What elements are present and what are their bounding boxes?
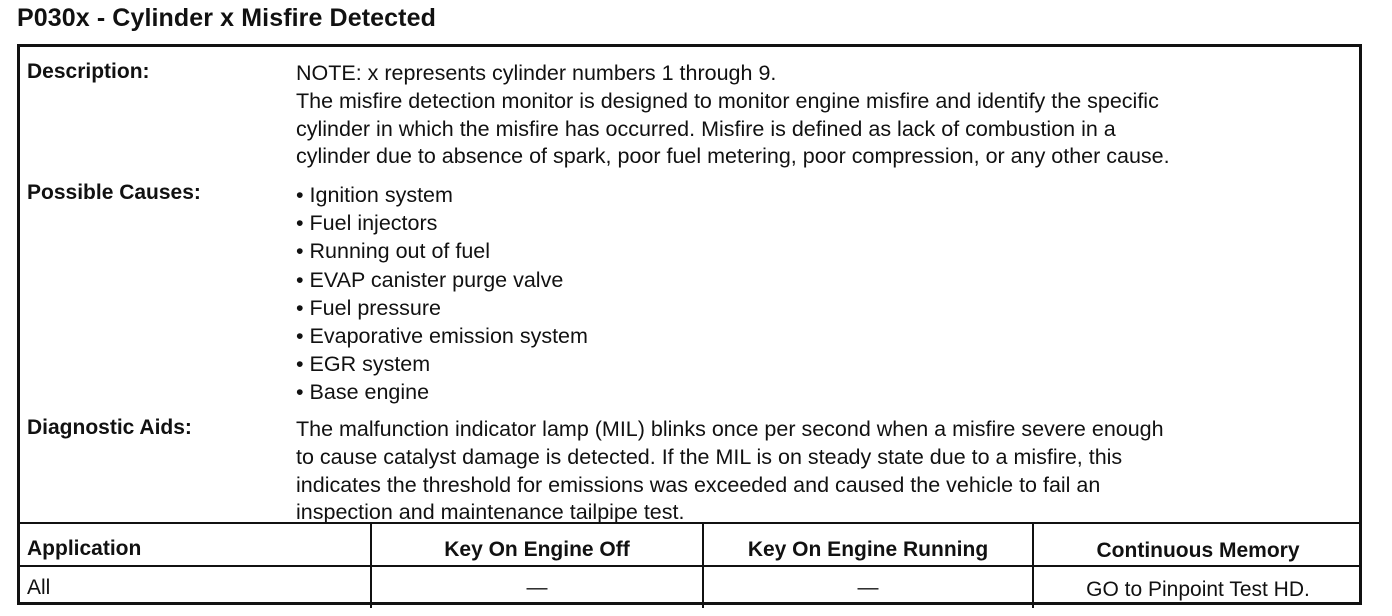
diagnostic-aids-line: The malfunction indicator lamp (MIL) blinks once per second when a misfire severe enough: [296, 417, 1164, 441]
description-text: [296, 60, 1170, 171]
description-label: Description:: [27, 60, 150, 83]
list-item-text: Fuel pressure: [309, 295, 441, 320]
table-cell-continuous-memory: GO to Pinpoint Test HD.: [1086, 578, 1310, 601]
list-item: • EGR system: [296, 352, 431, 377]
list-item: • Fuel pressure: [296, 295, 441, 320]
diagnostic-aids-line: to cause catalyst damage is detected. If the MIL is on steady state due to a misfire, this: [296, 444, 1123, 469]
description-line: NOTE: x represents cylinder numbers 1 through 9.: [296, 61, 777, 85]
diagnostic-aids-text: [296, 416, 1164, 527]
list-item-text: EVAP canister purge valve: [309, 267, 564, 292]
list-item-text: Running out of fuel: [309, 239, 491, 264]
possible-causes-label: Possible Causes:: [27, 181, 201, 204]
description-line: cylinder in which the misfire has occurred. Misfire is defined as lack of combustion in a: [296, 116, 1116, 141]
list-item-text: Base engine: [309, 380, 430, 405]
list-item-text: Fuel injectors: [309, 211, 438, 236]
table-header-application: Application: [27, 537, 142, 560]
list-item: • Ignition system: [296, 183, 453, 207]
list-item-text: Evaporative emission system: [309, 323, 588, 348]
list-item: • Evaporative emission system: [296, 323, 588, 348]
diagnostic-aids-label: Diagnostic Aids:: [27, 416, 192, 439]
dtc-info-box: [17, 44, 1362, 605]
table-header-koeo: Key On Engine Off: [444, 538, 630, 561]
table-cell-koeo: —: [526, 576, 548, 599]
page-title: P030x - Cylinder x Misfire Detected: [17, 4, 436, 32]
possible-causes-list: [296, 181, 588, 407]
list-item-text: Ignition system: [309, 183, 453, 207]
table-row-divider: [20, 565, 1359, 567]
table-cell-koer: —: [857, 576, 879, 599]
diagnostic-aids-line: inspection and maintenance tailpipe test.: [296, 500, 685, 525]
table-header-koer: Key On Engine Running: [747, 538, 989, 561]
list-item: • EVAP canister purge valve: [296, 267, 564, 292]
table-header-continuous-memory: Continuous Memory: [1096, 539, 1300, 562]
table-top-border: [20, 522, 1359, 524]
list-item: • Running out of fuel: [296, 239, 491, 264]
list-item-text: EGR system: [309, 352, 431, 377]
table-cell-application: All: [27, 576, 51, 599]
description-line: The misfire detection monitor is designed to monitor engine misfire and identify the specific: [296, 88, 1159, 113]
list-item: • Fuel injectors: [296, 211, 438, 236]
description-line: cylinder due to absence of spark, poor fuel metering, poor compression, or any other cause.: [296, 144, 1170, 169]
list-item: • Base engine: [296, 380, 430, 405]
diagnostic-aids-line: indicates the threshold for emissions was exceeded and caused the vehicle to fail an: [296, 472, 1101, 497]
